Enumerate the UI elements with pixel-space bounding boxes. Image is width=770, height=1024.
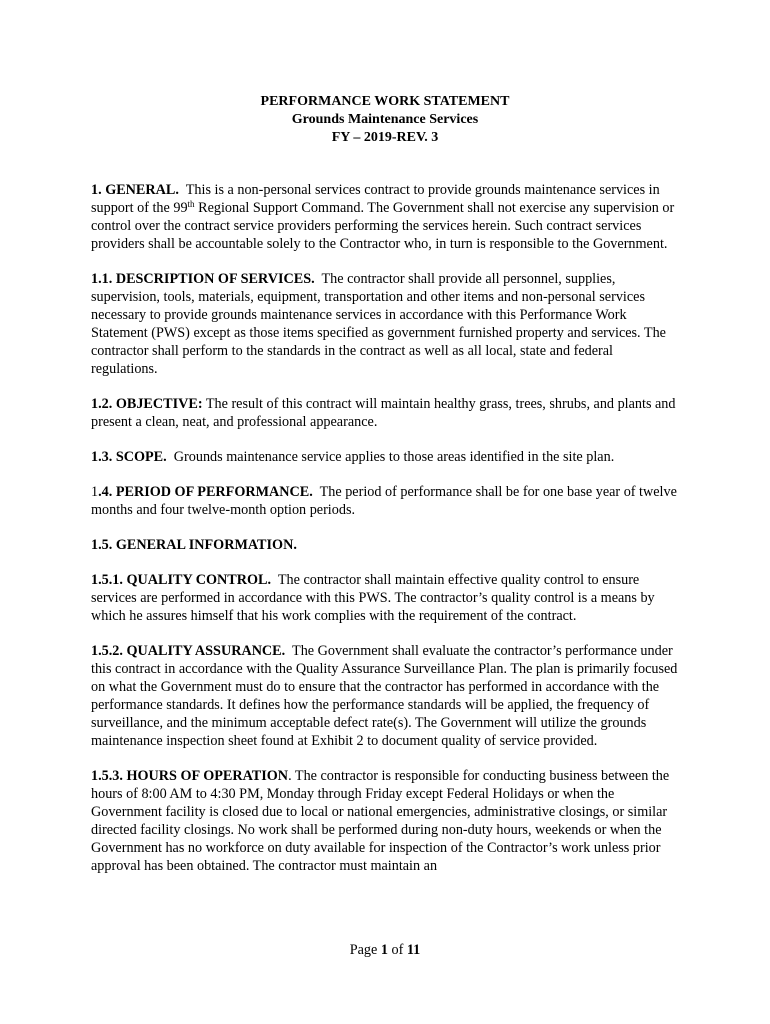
section-period xyxy=(91,483,681,519)
section-heading: 1.1. DESCRIPTION OF SERVICES. xyxy=(91,271,315,287)
section-scope xyxy=(91,448,681,466)
section-text: The period of performance shall be for one base year of twelve months and four twelve-month option periods. xyxy=(91,484,677,518)
title-line-3: FY – 2019-REV. 3 xyxy=(331,130,439,145)
section-text: The contractor shall maintain effective quality control to ensure services are performed in accordance with this PWS. The contractor’s quality control is a means by which he assures himself that his work complies with the requirement of the contract. xyxy=(91,572,655,624)
of-word: of xyxy=(391,942,404,958)
section-heading: 1.5.3. HOURS OF OPERATION xyxy=(91,768,289,784)
section-quality-assurance xyxy=(91,642,681,750)
title-line-1: PERFORMANCE WORK STATEMENT xyxy=(260,94,510,109)
page-word: Page xyxy=(349,942,378,958)
section-hours xyxy=(91,767,681,875)
section-text: Regional Support Command. The Government shall not exercise any supervision or control over the contract service providers performing the services herein. Such contract services providers shall be accountable solely to the Contractor who, in turn is responsible to the Government. xyxy=(91,200,675,252)
section-general-info xyxy=(91,536,681,554)
section-heading: 1.5.2. QUALITY ASSURANCE. xyxy=(91,643,286,659)
section-heading: 1.2. OBJECTIVE: xyxy=(91,396,203,412)
section-heading: 1.3. SCOPE. xyxy=(91,449,167,465)
section-heading: 1.5.1. QUALITY CONTROL. xyxy=(91,572,271,588)
section-heading: 1. GENERAL. xyxy=(91,182,179,198)
section-objective xyxy=(91,395,681,431)
page-footer xyxy=(0,942,770,959)
document-body xyxy=(91,181,681,892)
total-page-number: 11 xyxy=(406,942,421,958)
section-number-prefix: 1 xyxy=(91,484,99,500)
section-text: The contractor shall provide all personnel, supplies, supervision, tools, materials, equipment, transportation and other items and non-personal services necessary to provide grounds maintenance services in accordance with this Performance Work Statement (PWS) except as those items specified as government furnished property and services. The contractor shall perform to the standards in the contract as well as all local, state and federal regulations. xyxy=(91,271,666,377)
section-text: . The contractor is responsible for conducting business between the hours of 8:00 AM to 4:30 PM, Monday through Friday except Federal Holidays or when the Government facility is closed due to local or national emergencies, administrative closings, or similar directed facility closings. No work shall be performed during non-duty hours, weekends or when the Government has no workforce on duty available for inspection of the Contractor’s work unless prior approval has been obtained. The contractor must maintain an xyxy=(91,768,670,874)
section-text: The result of this contract will maintain healthy grass, trees, shrubs, and plants and present a clean, neat, and professional appearance. xyxy=(91,396,676,430)
title-line-2: Grounds Maintenance Services xyxy=(291,112,479,127)
section-description xyxy=(91,270,681,378)
section-text: The Government shall evaluate the contractor’s performance under this contract in accordance with the Quality Assurance Surveillance Plan. The plan is primarily focused on what the Government must do to ensure that the contractor has performed in accordance with the performance standards. It defines how the performance standards will be applied, the frequency of surveillance, and the minimum acceptable defect rate(s). The Government will utilize the grounds maintenance inspection sheet found at Exhibit 2 to document quality of service provided. xyxy=(91,643,678,749)
current-page-number: 1 xyxy=(380,942,388,958)
ordinal-suffix: th xyxy=(187,199,195,209)
section-general xyxy=(91,181,681,253)
section-text: Grounds maintenance service applies to those areas identified in the site plan. xyxy=(173,449,615,465)
section-text: This is a non-personal services contract to provide grounds maintenance services in support of the 99 xyxy=(91,182,660,216)
section-quality-control xyxy=(91,571,681,625)
section-heading: .4. PERIOD OF PERFORMANCE. xyxy=(98,484,313,500)
section-heading: 1.5. GENERAL INFORMATION. xyxy=(91,537,297,553)
document-title xyxy=(0,93,770,147)
